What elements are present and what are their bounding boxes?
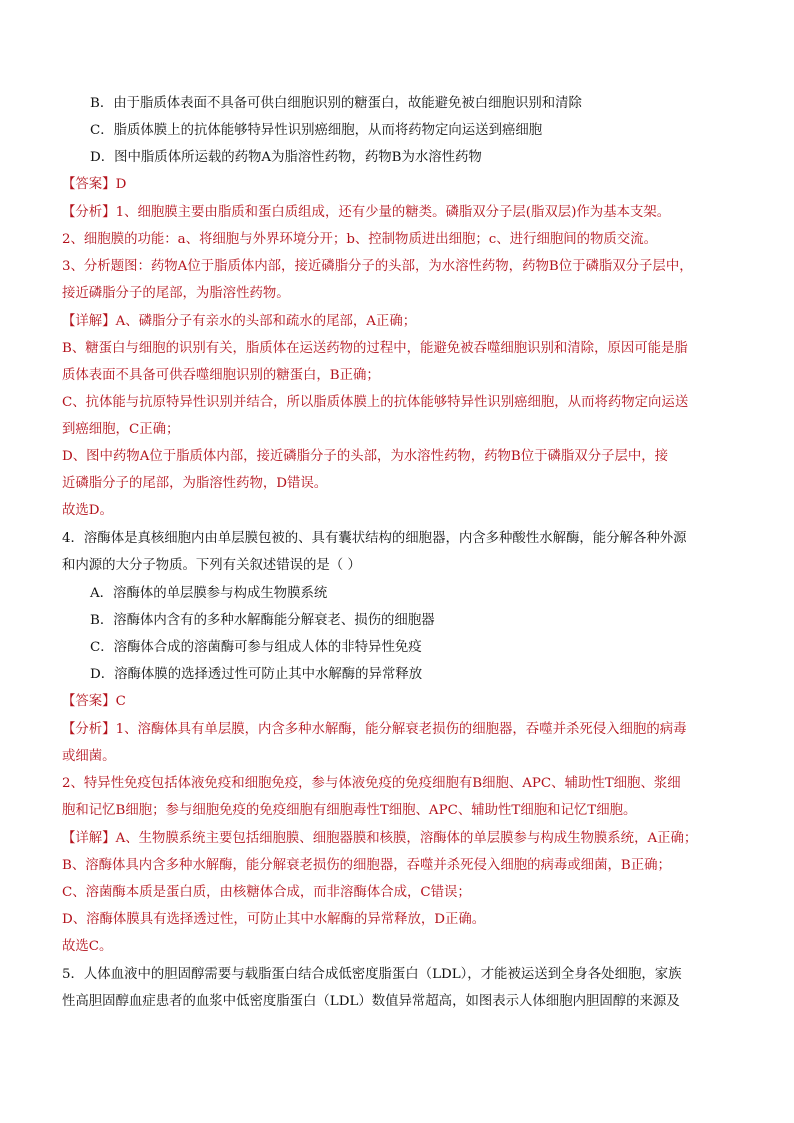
answer-tag: 【答案】	[62, 694, 116, 709]
analysis-text: 1、溶酶体具有单层膜，内含多种水解酶，能分解衰老损伤的细胞器，吞噬并杀死侵入细胞的病毒	[115, 722, 687, 737]
q3-detail-d1: D、图中药物A位于脂质体内部，接近磷脂分子的头部，为水溶性药物，药物B位于磷脂双分子层中，接	[62, 449, 669, 464]
answer-tag: 【答案】	[62, 177, 116, 192]
q4-answer	[62, 692, 126, 712]
q3-analysis-2: 2、细胞膜的功能：a、将细胞与外界环境分开；b、控制物质进出细胞；c、进行细胞间的物质交流。	[62, 232, 657, 247]
detail-tag: 【详解】	[62, 314, 116, 329]
q3-conclusion: 故选D。	[62, 503, 113, 518]
q3-analysis-3a: 3、分析题图：药物A位于脂质体内部，接近磷脂分子的头部，为水溶性药物，药物B位于磷脂双分子层中，	[62, 259, 693, 274]
answer-value: C	[115, 694, 126, 709]
analysis-tag: 【分析】	[62, 205, 116, 220]
q4-analysis-2a: 2、特异性免疫包括体液免疫和细胞免疫，参与体液免疫的免疫细胞有B细胞、APC、辅助性T细胞、浆细	[62, 776, 681, 791]
q4-stem-1: 4．溶酶体是真核细胞内由单层膜包被的、具有囊状结构的细胞器，内含多种酸性水解酶，能分解各种外源	[62, 531, 687, 546]
q4-detail-b: B、溶酶体具内含多种水解酶，能分解衰老损伤的细胞器，吞噬并杀死侵入细胞的病毒或细菌，B正确；	[62, 858, 671, 873]
q3-detail-d2: 近磷脂分子的尾部，为脂溶性药物，D错误。	[62, 476, 328, 491]
q5-stem-2: 性高胆固醇血症患者的血浆中低密度脂蛋白（LDL）数值异常超高，如图表示人体细胞内胆固醇的来源及	[62, 994, 680, 1009]
analysis-text: 1、细胞膜主要由脂质和蛋白质组成，还有少量的糖类。磷脂双分子层(脂双层)作为基本支架。	[115, 205, 671, 220]
q4-option-d: D．溶酶体膜的选择透过性可防止其中水解酶的异常释放	[90, 667, 423, 682]
q4-stem-2: 和内源的大分子物质。下列有关叙述错误的是（ ）	[62, 558, 361, 573]
q3-detail-b1: B、糖蛋白与细胞的识别有关，脂质体在运送药物的过程中，能避免被吞噬细胞识别和清除，原因可能是脂	[62, 341, 688, 356]
q4-detail-a	[62, 829, 697, 849]
q3-answer	[62, 175, 126, 195]
q3-detail-b2: 质体表面不具备可供吞噬细胞识别的糖蛋白，B正确；	[62, 368, 380, 383]
q4-conclusion: 故选C。	[62, 939, 113, 954]
q4-analysis-1a	[62, 720, 687, 740]
detail-text: A、生物膜系统主要包括细胞膜、细胞器膜和核膜，溶酶体的单层膜参与构成生物膜系统，A正确；	[115, 831, 698, 846]
q3-detail-c1: C、抗体能与抗原特异性识别并结合，所以脂质体膜上的抗体能够特异性识别癌细胞，从而将药物定向运送	[62, 395, 689, 410]
q4-option-a: A．溶酶体的单层膜参与构成生物膜系统	[90, 586, 328, 601]
q3-detail-a	[62, 312, 416, 332]
analysis-tag: 【分析】	[62, 722, 116, 737]
q3-option-b: B．由于脂质体表面不具备可供白细胞识别的糖蛋白，故能避免被白细胞识别和清除	[90, 96, 582, 111]
detail-text: A、磷脂分子有亲水的头部和疏水的尾部，A正确；	[115, 314, 417, 329]
q4-detail-d: D、溶酶体膜具有选择透过性，可防止其中水解酶的异常释放，D正确。	[62, 912, 486, 927]
q4-option-c: C．溶酶体合成的溶菌酶可参与组成人体的非特异性免疫	[90, 640, 422, 655]
q3-analysis-1	[62, 203, 670, 223]
answer-value: D	[115, 177, 127, 192]
q4-analysis-1b: 或细菌。	[62, 749, 116, 764]
detail-tag: 【详解】	[62, 831, 116, 846]
q4-detail-c: C、溶菌酶本质是蛋白质，由核糖体合成，而非溶酶体合成，C错误；	[62, 885, 471, 900]
q3-option-d: D．图中脂质体所运载的药物A为脂溶性药物，药物B为水溶性药物	[90, 150, 482, 165]
q3-analysis-3b: 接近磷脂分子的尾部，为脂溶性药物。	[62, 286, 290, 301]
q3-detail-c2: 到癌细胞，C正确；	[62, 422, 180, 437]
q5-stem-1: 5．人体血液中的胆固醇需要与载脂蛋白结合成低密度脂蛋白（LDL），才能被运送到全身各处细胞，家族	[62, 967, 682, 982]
q4-analysis-2b: 胞和记忆B细胞；参与细胞免疫的免疫细胞有细胞毒性T细胞、APC、辅助性T细胞和记忆T细胞。	[62, 803, 637, 818]
q4-option-b: B．溶酶体内含有的多种水解酶能分解衰老、损伤的细胞器	[90, 613, 435, 628]
q3-option-c: C．脂质体膜上的抗体能够特异性识别癌细胞，从而将药物定向运送到癌细胞	[90, 123, 543, 138]
